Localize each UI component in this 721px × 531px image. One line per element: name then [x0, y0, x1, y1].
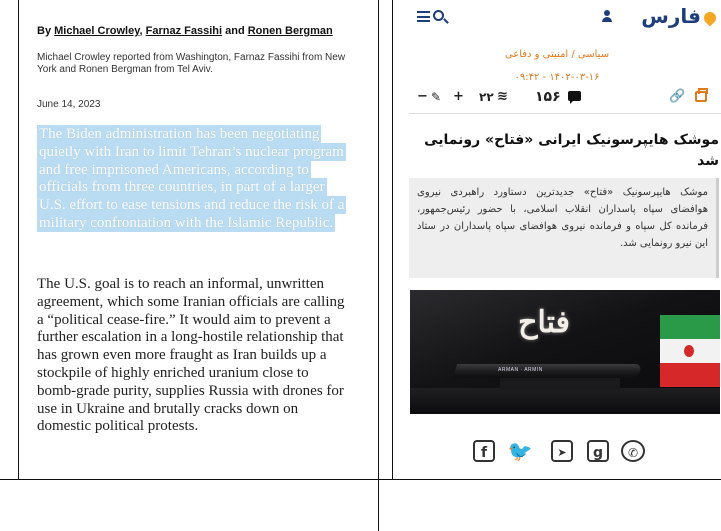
print-icon[interactable] — [695, 91, 707, 102]
publish-date: June 14, 2023 — [37, 99, 101, 110]
byline: By Michael Crowley, Farnaz Fassihi and Ronen Bergman — [37, 25, 333, 37]
publish-timestamp: ۱۴۰۲-۰۳-۱۶ - ۰۹:۴۲ — [514, 72, 600, 83]
article-summary: موشک هایپرسونیک «فتاح» جدیدترین دستاورد راهبردی نیروی هوافضای سپاه پاسداران انقلاب اسلامی، با حضور رئیس‌جمهور، فرمانده کل سپاه و فرمانده نیروی هوافضای سپاه پاسداران در ستاد این نیرو رونمایی شد. — [409, 178, 719, 278]
missile — [453, 364, 643, 378]
selected-text: The Biden administration has been negotiating quietly with Iran to limit Tehran’s nuclear program and free imprisoned Americans, according to officials from three countries, in part of a larger U.S. effort to ease tensions and reduce the risk of a military confrontation with the Islamic Republic. — [39, 126, 345, 231]
comment-icon[interactable] — [568, 91, 581, 101]
left-panel-left-border — [18, 0, 19, 480]
byline-prefix: By — [37, 25, 55, 37]
lede-paragraph-selected[interactable] — [37, 126, 349, 233]
logo-mark-icon — [702, 9, 719, 26]
article-photo[interactable] — [410, 290, 720, 414]
missile-stand — [500, 378, 620, 390]
header-divider — [409, 113, 721, 114]
font-increase-icon[interactable]: + — [453, 89, 464, 104]
user-icon[interactable] — [601, 10, 613, 24]
author-link-fassihi[interactable]: Farnaz Fassihi — [145, 25, 223, 37]
article-toolbar — [393, 87, 721, 107]
search-icon[interactable] — [433, 10, 444, 21]
nyt-article-panel — [20, 0, 378, 480]
left-panel-right-border — [378, 0, 379, 531]
link-icon[interactable]: 🔗 — [669, 89, 686, 104]
author-link-crowley[interactable]: Michael Crowley — [54, 25, 140, 37]
reporting-locations: Michael Crowley reported from Washington, Farnaz Fassihi from New York and Ronen Bergman from Tel Aviv. — [37, 52, 346, 75]
hamburger-menu-icon[interactable] — [417, 11, 430, 22]
google-icon[interactable]: g — [587, 440, 609, 462]
telegram-icon[interactable]: ➤ — [551, 440, 573, 462]
whatsapp-icon[interactable]: ✆ — [621, 440, 645, 462]
iran-flag — [660, 315, 720, 387]
facebook-icon[interactable]: f — [473, 440, 495, 462]
photo-backdrop-text: فتاح — [518, 305, 570, 340]
author-link-bergman[interactable]: Ronen Bergman — [247, 25, 333, 37]
layers-icon[interactable]: ≋ — [497, 89, 508, 104]
body-paragraph: The U.S. goal is to reach an informal, unwritten agreement, which some Iranian officials are calling a “political cease-fire.” It would aim to prevent a further escalation in a long-hostile relationship that has grown even more fraught as Iran builds up a stockpile of highly enriched uranium close to bomb-grade purity, supplies Russia with drones for use in Ukraine and brutally cracks down on domestic political protests. — [37, 276, 345, 435]
twitter-icon[interactable]: 🐦 — [507, 439, 533, 463]
font-decrease-icon[interactable]: − — [417, 89, 428, 104]
category-breadcrumb[interactable]: سیاسی / امنیتی و دفاعی — [504, 49, 610, 60]
share-count: ۲۲ — [479, 90, 494, 104]
fars-article-panel — [393, 0, 721, 480]
comment-count: ۱۵۶ — [535, 89, 561, 105]
top-bar — [393, 0, 721, 36]
social-share-bar — [473, 440, 653, 462]
article-headline: موشک هایپرسونیک ایرانی «فتاح» رونمایی شد — [424, 132, 719, 169]
photo-floor — [410, 388, 720, 414]
fars-logo[interactable]: فارس — [626, 4, 716, 32]
missile-label: ARMAN · ARMIN — [498, 367, 543, 373]
pencil-icon[interactable]: ✎ — [431, 90, 442, 104]
